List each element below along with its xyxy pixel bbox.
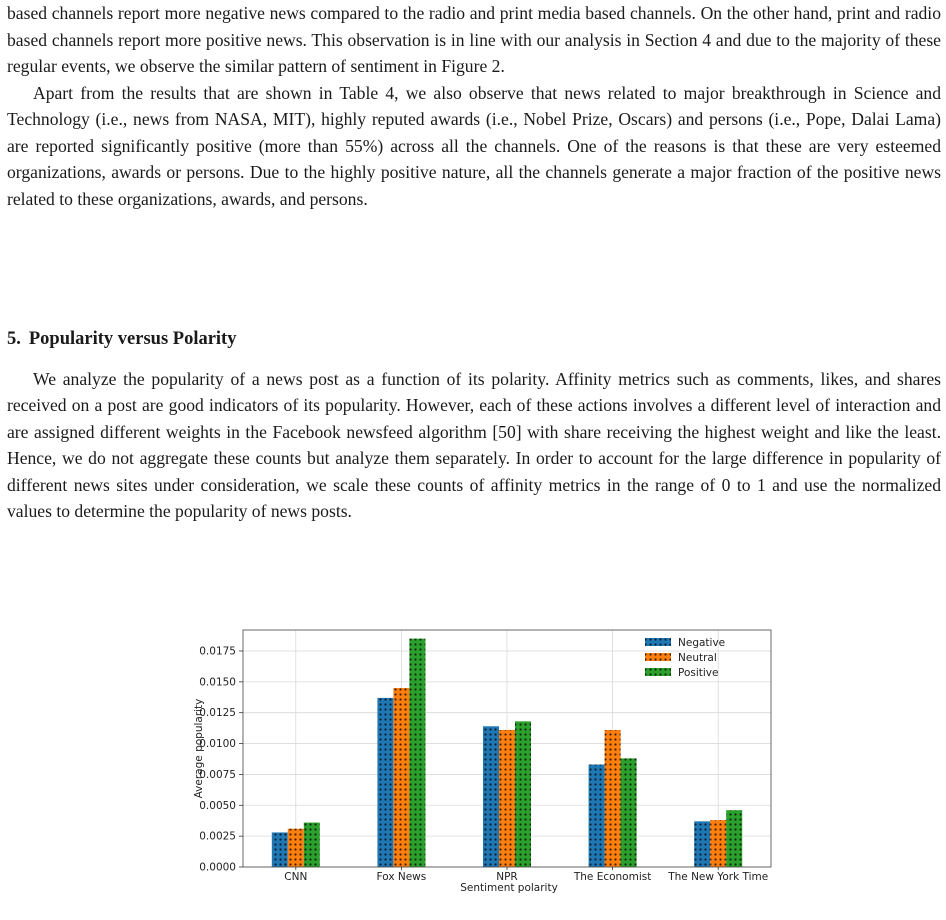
bar-pattern xyxy=(694,821,710,867)
x-tick-label: Fox News xyxy=(376,871,427,883)
section-title: Popularity versus Polarity xyxy=(28,329,237,349)
bar-pattern xyxy=(726,810,742,867)
y-tick-label: 0.0025 xyxy=(199,830,236,843)
bar-pattern xyxy=(589,765,605,867)
paragraph: Apart from the results that are shown in Table 4, we also observe that news related to major breakthrough in Science and Technology (i.e., news from NASA, MIT), highly reputed awards (i.e., Nobel Prize, Oscars) and persons (i.e., Pope, Dalai Lama) are reported significantly positive (more than 55%) across all the channels. One of the reasons is that these are very esteemed organizations, awards or persons. Due to the highly positive nature, all the channels generate a major fraction of the positive news related to these organizations, awards, and persons. xyxy=(7,82,941,209)
y-tick-label: 0.0175 xyxy=(199,645,236,658)
bar-pattern xyxy=(393,688,409,867)
top-text xyxy=(7,0,941,212)
y-tick-label: 0.0125 xyxy=(199,707,236,720)
section-heading xyxy=(7,329,236,350)
y-axis-label: Average popularity xyxy=(193,698,205,799)
legend-label: Negative xyxy=(678,637,726,649)
x-tick-label: The Economist xyxy=(573,871,652,883)
legend-swatch-pattern xyxy=(645,668,671,676)
legend-label: Neutral xyxy=(678,652,717,664)
body-text xyxy=(7,366,941,524)
x-tick-label: NPR xyxy=(496,871,518,883)
figure xyxy=(188,622,778,920)
y-tick-label: 0.0100 xyxy=(199,738,236,751)
section-number: 5. xyxy=(7,329,21,349)
bar-pattern xyxy=(605,730,621,867)
bar-pattern xyxy=(272,832,288,867)
paragraph: based channels report more negative news compared to the radio and print media based channels. On the other hand, print and radio based channels report more positive news. This observation is in line with our analysis in Section 4 and due to the majority of these regular events, we observe the similar pattern of sentiment in Figure 2. xyxy=(7,3,941,76)
legend-swatch-pattern xyxy=(645,653,671,661)
bar-chart xyxy=(188,622,778,920)
bar-pattern xyxy=(409,639,425,867)
x-tick-label: CNN xyxy=(284,871,308,883)
y-tick-label: 0.0000 xyxy=(199,861,236,874)
y-tick-label: 0.0075 xyxy=(199,768,236,781)
paragraph: We analyze the popularity of a news post as a function of its polarity. Affinity metrics such as comments, likes, and shares received on a post are good indicators of its popularity. However, each of these actions involves a different level of interaction and are assigned different weights in the Facebook newsfeed algorithm [50] with share receiving the highest weight and like the least. Hence, we do not aggregate these counts but analyze them separately. In order to account for the large difference in popularity of different news sites under consideration, we scale these counts of affinity metrics in the range of 0 to 1 and use the normalized values to determine the popularity of news posts. xyxy=(7,369,941,522)
bar-pattern xyxy=(515,721,531,867)
x-axis-label: Sentiment polarity xyxy=(460,882,558,894)
bar-pattern xyxy=(304,823,320,867)
legend-swatch-pattern xyxy=(645,638,671,646)
bar-pattern xyxy=(288,829,304,867)
x-tick-label: The New York Time xyxy=(668,871,769,883)
bar-pattern xyxy=(377,698,393,867)
bar-pattern xyxy=(483,726,499,867)
y-tick-label: 0.0050 xyxy=(199,799,236,812)
y-tick-label: 0.0150 xyxy=(199,676,236,689)
bar-pattern xyxy=(710,820,726,867)
bar-pattern xyxy=(499,730,515,867)
legend-label: Positive xyxy=(678,667,719,679)
bar-pattern xyxy=(621,758,637,867)
